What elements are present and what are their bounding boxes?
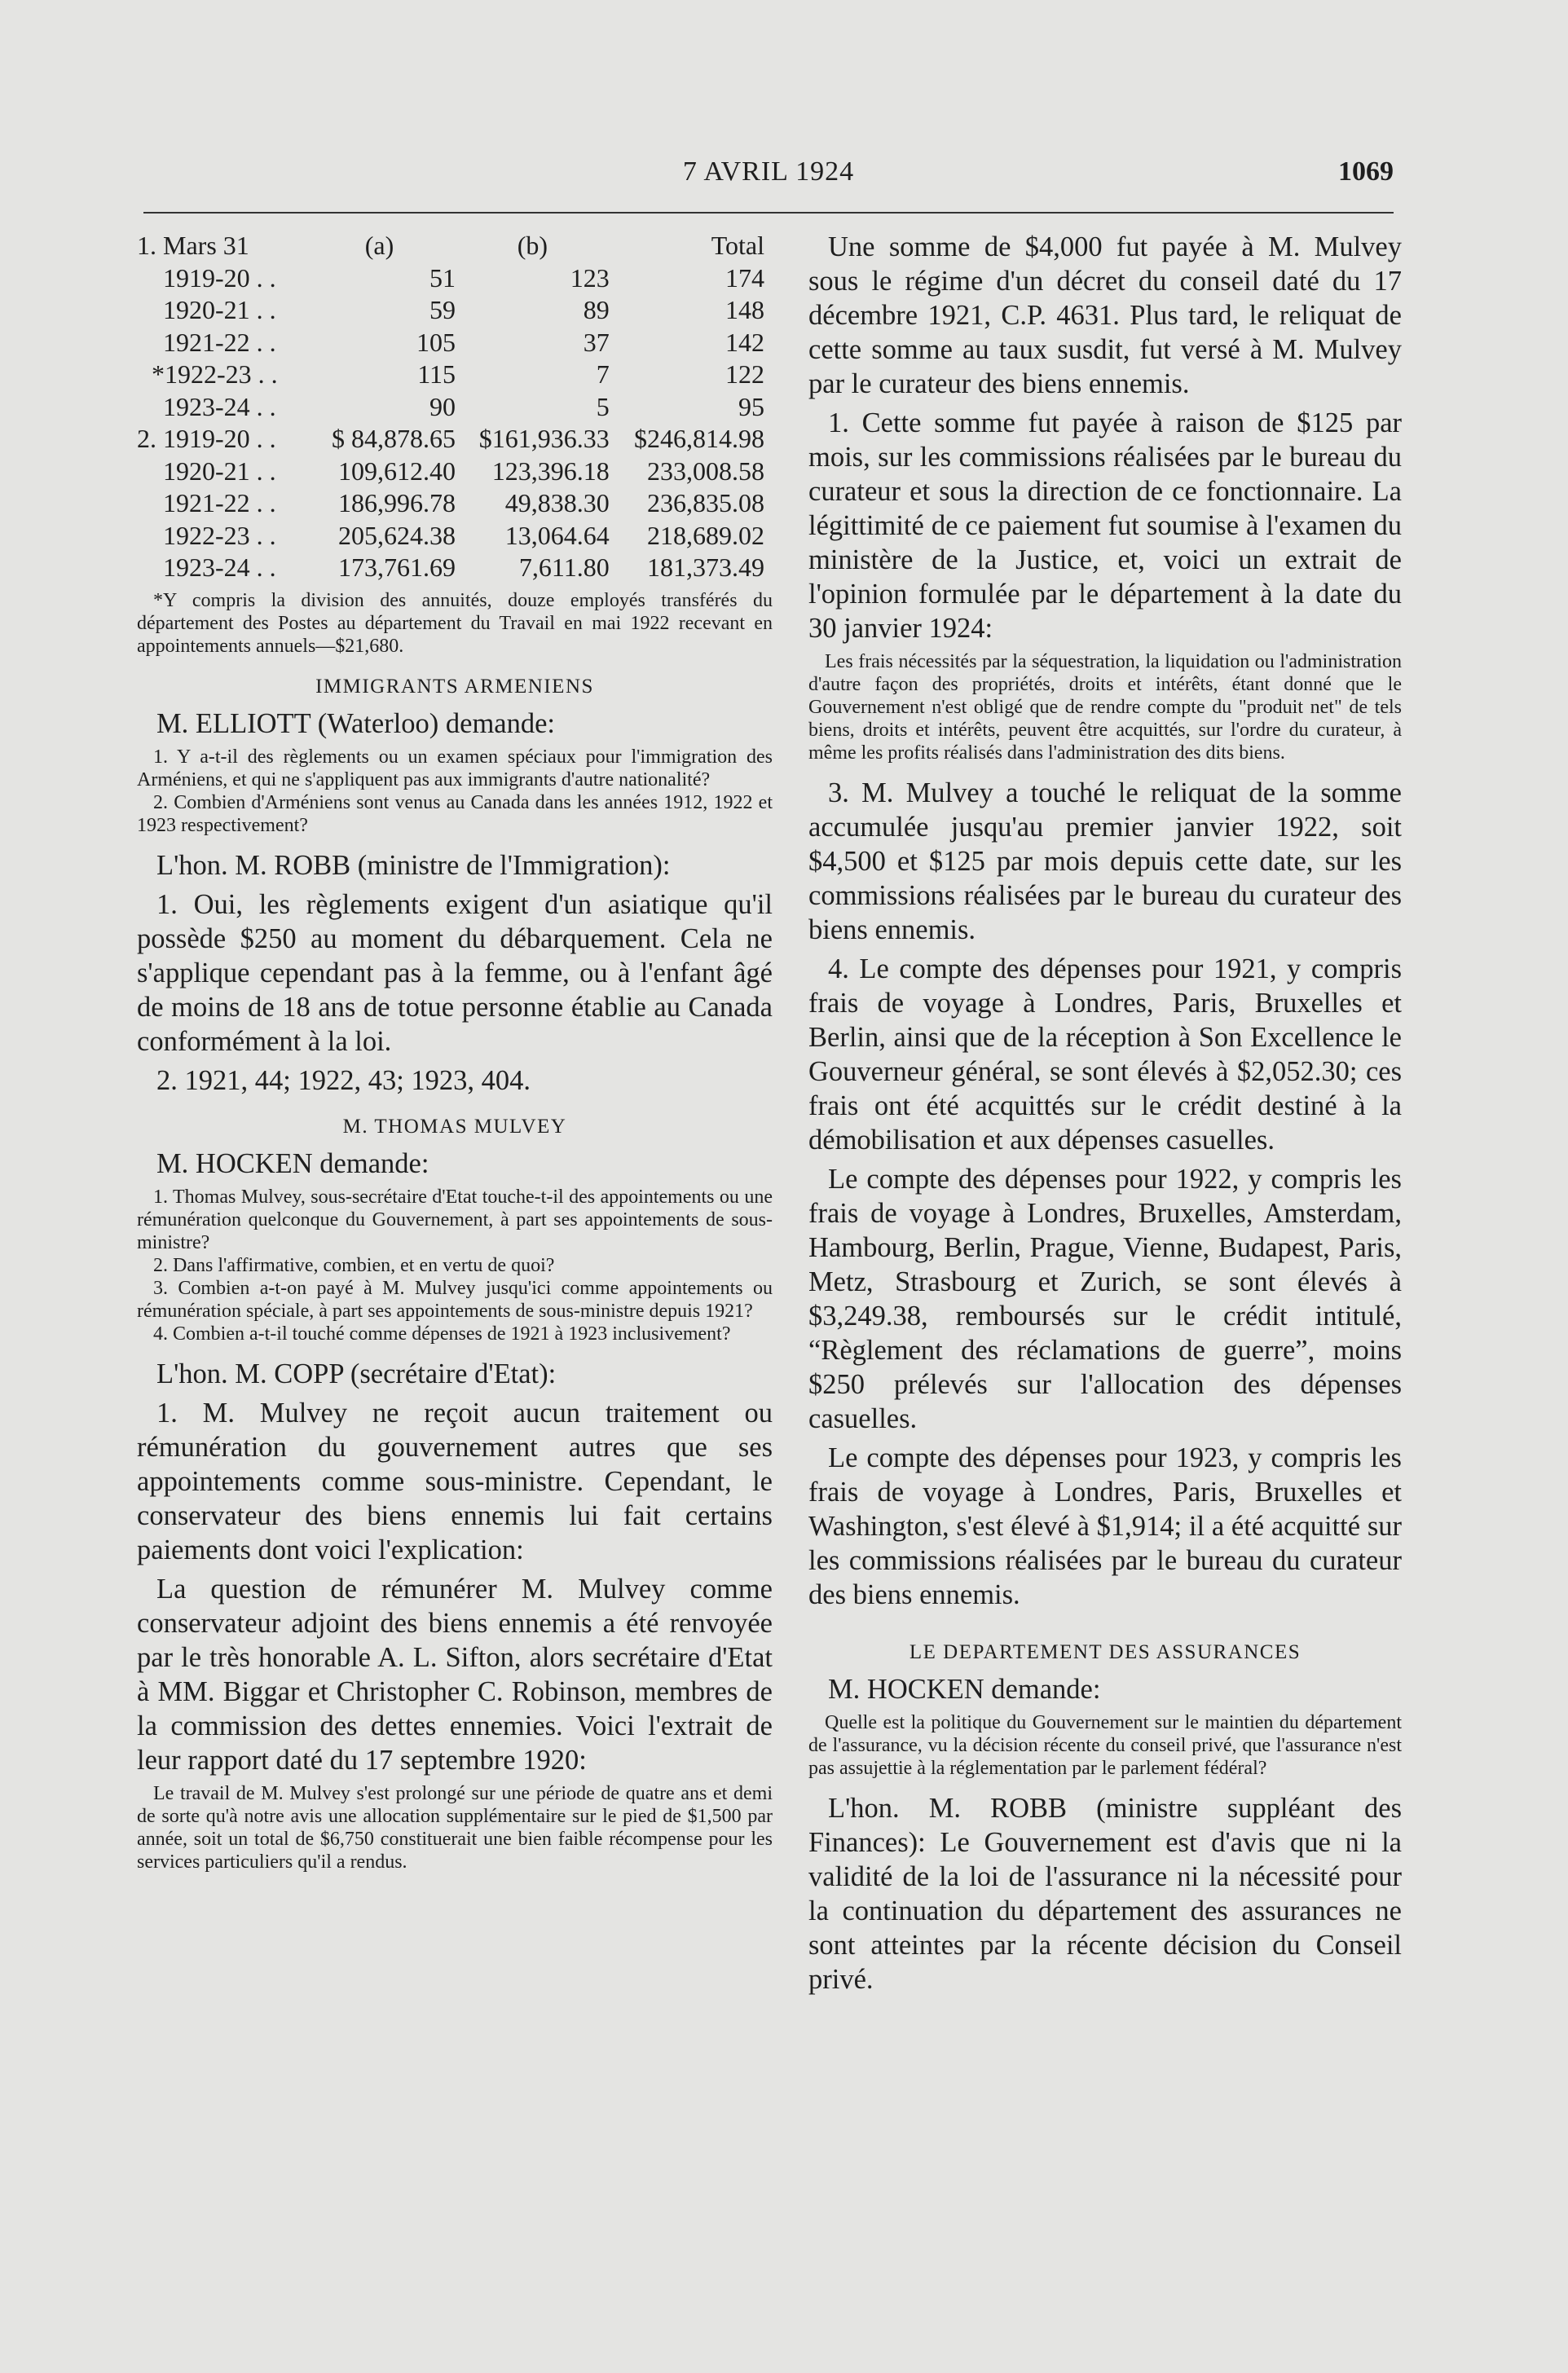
question-3: 3. Combien a-t-on payé à M. Mulvey jusqu'ici comme appointements ou rémunération spéciale, à part ses appointements de sous-ministre depuis 1921?	[137, 1277, 773, 1322]
table-row	[137, 520, 764, 553]
cell-total: 142	[725, 327, 764, 357]
footnote-text: *Y compris la division des annuités, douze employés transférés du département des Postes au département du Travail en mai 1922 recevant en appointements annuels—$21,680.	[137, 589, 773, 657]
page-number: 1069	[1338, 156, 1394, 187]
cell-a: $ 84,878.65	[332, 424, 456, 453]
cell-total: $246,814.98	[634, 424, 764, 453]
row-label: 1920-21 . .	[163, 456, 276, 486]
question-1: 1. Y a-t-il des règlements ou un examen spéciaux pour l'immigration des Arméniens, et qui ne s'appliquent pas aux immigrants d'autre nationalité?	[137, 746, 773, 790]
speaker-hocken: M. HOCKEN demande:	[828, 1674, 1101, 1705]
section-heading-immigrants: IMMIGRANTS ARMENIENS	[315, 675, 594, 698]
stats-header-total: Total	[711, 231, 764, 260]
cell-total: 236,835.08	[647, 488, 764, 517]
cell-total: 95	[738, 391, 764, 421]
cell-a: 90	[429, 391, 456, 421]
stats-header-b: (b)	[517, 231, 548, 260]
row-label: *1922-23 . .	[152, 359, 278, 389]
justice-quote	[808, 650, 1402, 764]
cell-total: 233,008.58	[647, 456, 764, 486]
row-label: 1923-24 . .	[163, 553, 276, 582]
table-row	[137, 294, 764, 327]
left-column	[137, 230, 773, 1885]
cell-total: 218,689.02	[647, 520, 764, 550]
table-row	[137, 359, 764, 391]
paragraph: 4. Le compte des dépenses pour 1921, y compris frais de voyage à Londres, Paris, Bruxelles et Berlin, ainsi que de la réception à Son Excellence le Gouverneur général, se sont élevés à $2,052.30; ces frais ont été acquittés sur le crédit destiné à la démobilisation et aux dépenses casuelles.	[808, 953, 1402, 1156]
table-row	[137, 456, 764, 488]
row-label: 1923-24 . .	[163, 391, 276, 421]
answer-2: 2. 1921, 44; 1922, 43; 1923, 404.	[156, 1064, 531, 1096]
paragraph: Une somme de $4,000 fut payée à M. Mulvey sous le régime d'un décret du conseil daté du 17 décembre 1921, C.P. 4631. Plus tard, le reliquat de cette somme au taux susdit, fut versé à M. Mulvey par le curateur des biens ennemis.	[808, 231, 1402, 399]
elliott-questions	[137, 746, 773, 837]
header-date: 7 AVRIL 1924	[682, 156, 855, 187]
cell-a: 109,612.40	[338, 456, 456, 486]
table-row	[137, 391, 764, 424]
cell-a: 173,761.69	[338, 553, 456, 582]
cell-a: 51	[429, 262, 456, 293]
quote-text: Le travail de M. Mulvey s'est prolongé sur une période de quatre ans et demi de sorte qu'à notre avis une allocation supplémentaire sur le pied de $1,500 par année, soit un total de $6,750 constituerait une bien faible récompense pour les services particuliers qu'il a rendus.	[137, 1782, 773, 1873]
stats-header-a: (a)	[364, 231, 394, 260]
cell-b: 37	[583, 327, 610, 357]
speaker-copp: L'hon. M. COPP (secrétaire d'Etat):	[156, 1358, 557, 1389]
table-row	[137, 552, 764, 584]
cell-total: 181,373.49	[647, 553, 764, 582]
copp-answer-2: La question de rémunérer M. Mulvey comme conservateur adjoint des biens ennemis a été renvoyée par le très honorable A. L. Sifton, alors secrétaire d'Etat à MM. Biggar et Christopher C. Robinson, membres de la commission des dettes ennemies. Voici l'extrait de leur rapport daté du 17 septembre 1920:	[137, 1573, 773, 1776]
cell-b: 49,838.30	[504, 488, 610, 517]
cell-a: 186,996.78	[338, 488, 456, 517]
speaker-robb: L'hon. M. ROBB (ministre de l'Immigration):	[156, 849, 671, 881]
row-label: 1919-20 . .	[163, 262, 276, 293]
question-text: Quelle est la politique du Gouvernement sur le maintien du département de l'assurance, vu la décision récente du conseil privé, que l'assurance n'est pas assujettie à la réglementation par le parlement fédéral?	[808, 1712, 1402, 1779]
cell-b: 89	[583, 295, 610, 324]
cell-a: 59	[429, 295, 456, 324]
question-1: 1. Thomas Mulvey, sous-secrétaire d'Etat touche-t-il des appointements ou une rémunération quelconque du Gouvernement, à part ses appointements de sous-ministre?	[137, 1186, 773, 1253]
hocken-questions	[137, 1186, 773, 1345]
table-row	[137, 423, 764, 456]
paragraph: Le compte des dépenses pour 1922, y compris les frais de voyage à Londres, Bruxelles, Amsterdam, Hambourg, Berlin, Prague, Vienne, Budapest, Paris, Metz, Strasbourg et Zurich, se sont élevés à $3,249.38, remboursés sur le crédit intitulé, “Règlement des réclamations de guerre”, moins $250 prélevés sur l'allocation des dépenses casuelles.	[808, 1164, 1402, 1434]
question-4: 4. Combien a-t-il touché comme dépenses de 1921 à 1923 inclusivement?	[153, 1323, 731, 1345]
table-row	[137, 487, 764, 520]
row-label: 1921-22 . .	[163, 488, 276, 517]
cell-b: 123,396.18	[491, 456, 610, 486]
cell-b: 5	[596, 391, 610, 421]
answer-1: 1. Oui, les règlements exigent d'un asiatique qu'il possède $250 au moment du débarquement. Cela ne s'applique cependant pas à la femme, ou à l'enfant âgé de moins de 18 ans de totue personne établie au Canada conformément à la loi.	[137, 888, 773, 1057]
cell-b: $161,936.33	[478, 424, 610, 453]
row-label: 1921-22 . .	[163, 327, 276, 357]
stats-table	[137, 230, 764, 584]
header-rule	[143, 212, 1394, 214]
stats-header-row	[137, 230, 764, 262]
cell-b: 123	[570, 262, 610, 293]
paragraph: Le compte des dépenses pour 1923, y compris les frais de voyage à Londres, Paris, Bruxelles et Washington, s'est élevé à $1,914; il a été acquitté sur les commissions réalisées par le bureau du curateur des biens ennemis.	[808, 1442, 1402, 1610]
row-label: 1920-21 . .	[163, 295, 276, 324]
paragraph: 1. Cette somme fut payée à raison de $125 par mois, sur les commissions réalisées par le bureau du curateur et sous la direction de ce fonctionnaire. La légittimité de ce paiement fut soumise à l'examen du ministère de la Justice, et, voici un extrait de l'opinion formulée par le département à la date du 30 janvier 1924:	[808, 407, 1402, 644]
cell-a: 105	[416, 327, 456, 357]
row-label: 2. 1919-20 . .	[137, 424, 276, 453]
table-row	[137, 327, 764, 359]
question-2: 2. Combien d'Arméniens sont venus au Canada dans les années 1912, 1922 et 1923 respectivement?	[137, 791, 773, 836]
quote-text: Les frais nécessités par la séquestration, la liquidation ou l'administration d'autre façon des propriétés, droits et intérêts, étant donné que le Gouvernement n'est obligé que de rendre compte du "produit net" de tels biens, droits et intérêts, peuvent être acquittés, sur l'ordre du curateur, à même les profits réalisés dans l'administration des dits biens.	[808, 651, 1402, 764]
stats-header-label: 1. Mars 31	[137, 231, 249, 260]
cell-b: 13,064.64	[504, 520, 610, 550]
cell-b: 7,611.80	[518, 553, 610, 582]
cell-a: 205,624.38	[338, 520, 456, 550]
robb-answer: L'hon. M. ROBB (ministre suppléant des Finances): Le Gouvernement est d'avis que ni la validité de la loi de l'assurance ni la nécessité pour la continuation du département des assurances ne sont atteintes par la récente décision du Conseil privé.	[808, 1793, 1402, 1995]
copp-answer-1: 1. M. Mulvey ne reçoit aucun traitement ou rémunération du gouvernement autres que ses appointements comme sous-ministre. Cependant, le conservateur des biens ennemis lui fait certains paiements dont voici l'explication:	[137, 1397, 773, 1565]
question-2: 2. Dans l'affirmative, combien, et en vertu de quoi?	[153, 1254, 555, 1276]
row-label: 1922-23 . .	[163, 520, 276, 550]
page-header	[143, 156, 1394, 197]
cell-b: 7	[596, 359, 610, 389]
section-heading-mulvey: M. THOMAS MULVEY	[342, 1115, 567, 1138]
cell-total: 174	[725, 262, 764, 293]
right-column	[808, 230, 1402, 2001]
cell-total: 122	[725, 359, 764, 389]
section-heading-assurances: LE DEPARTEMENT DES ASSURANCES	[909, 1641, 1302, 1663]
speaker-elliott: M. ELLIOTT (Waterloo) demande:	[156, 707, 555, 739]
stats-footnote	[137, 589, 773, 658]
report-quote	[137, 1782, 773, 1873]
table-row	[137, 262, 764, 295]
cell-a: 115	[417, 359, 456, 389]
speaker-hocken: M. HOCKEN demande:	[156, 1147, 429, 1179]
paragraph: 3. M. Mulvey a touché le reliquat de la somme accumulée jusqu'au premier janvier 1922, soit $4,500 et $125 par mois depuis cette date, sur les commissions réalisées par le bureau du curateur des biens ennemis.	[808, 777, 1402, 945]
cell-total: 148	[725, 295, 764, 324]
hocken-question	[808, 1711, 1402, 1780]
